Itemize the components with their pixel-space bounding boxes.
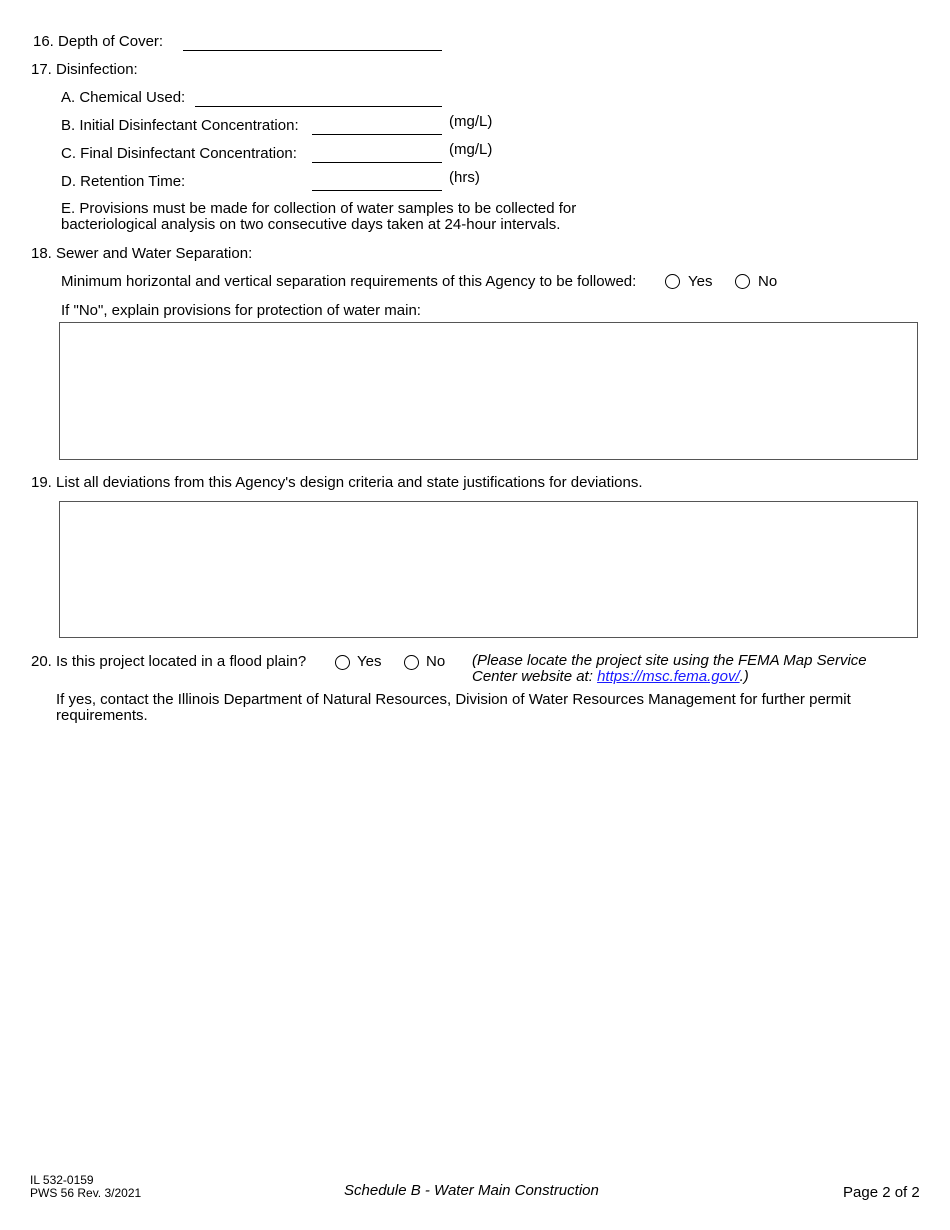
initial-concentration-label: B. Initial Disinfectant Concentration: — [61, 117, 299, 134]
q18-label: 18. Sewer and Water Separation: — [31, 245, 253, 262]
q17-label: 17. Disinfection: — [31, 61, 138, 78]
depth-of-cover-field[interactable] — [183, 50, 442, 51]
form-id: IL 532-0159 — [30, 1173, 94, 1187]
floodplain-no-radio[interactable] — [404, 655, 419, 670]
provision-text-line1: E. Provisions must be made for collection of water samples to be collected for — [61, 200, 577, 217]
separation-explanation-textarea[interactable] — [59, 322, 918, 460]
retention-time-field[interactable] — [312, 190, 442, 191]
fema-note-line2 — [472, 668, 749, 685]
initial-concentration-field[interactable] — [312, 134, 442, 135]
separation-no-label: No — [758, 273, 778, 290]
form-revision: PWS 56 Rev. 3/2021 — [30, 1186, 142, 1200]
final-concentration-field[interactable] — [312, 162, 442, 163]
fema-note-suffix: .) — [739, 668, 749, 685]
final-concentration-label: C. Final Disinfectant Concentration: — [61, 145, 297, 162]
initial-concentration-unit: (mg/L) — [449, 113, 493, 130]
floodplain-followup-line2: requirements. — [56, 707, 148, 724]
separation-requirement-text: Minimum horizontal and vertical separation requirements of this Agency to be followed: — [61, 273, 637, 290]
page-number: Page 2 of 2 — [843, 1184, 920, 1201]
floodplain-no-label: No — [426, 653, 446, 670]
retention-time-unit: (hrs) — [449, 169, 480, 186]
floodplain-followup-line1: If yes, contact the Illinois Department of Natural Resources, Division of Water Resources Management for further permit — [56, 691, 851, 708]
chemical-used-label: A. Chemical Used: — [61, 89, 186, 106]
fema-note-line1: (Please locate the project site using the FEMA Map Service — [472, 652, 867, 669]
q16-label: 16. Depth of Cover: — [33, 33, 164, 50]
fema-note-prefix: Center website at: — [472, 668, 598, 685]
q19-label: 19. List all deviations from this Agency's design criteria and state justifications for deviations. — [31, 474, 643, 491]
deviations-textarea[interactable] — [59, 501, 918, 638]
final-concentration-unit: (mg/L) — [449, 141, 493, 158]
chemical-used-field[interactable] — [195, 106, 442, 107]
q20-label: 20. Is this project located in a flood plain? — [31, 653, 307, 670]
fema-link[interactable]: https://msc.fema.gov/ — [597, 668, 740, 685]
footer-title: Schedule B - Water Main Construction — [344, 1182, 599, 1199]
separation-yes-radio[interactable] — [665, 274, 680, 289]
provision-text-line2: bacteriological analysis on two consecutive days taken at 24-hour intervals. — [61, 216, 561, 233]
explain-label: If "No", explain provisions for protection of water main: — [61, 302, 421, 319]
floodplain-yes-radio[interactable] — [335, 655, 350, 670]
separation-no-radio[interactable] — [735, 274, 750, 289]
floodplain-yes-label: Yes — [357, 653, 382, 670]
separation-yes-label: Yes — [688, 273, 713, 290]
retention-time-label: D. Retention Time: — [61, 173, 186, 190]
